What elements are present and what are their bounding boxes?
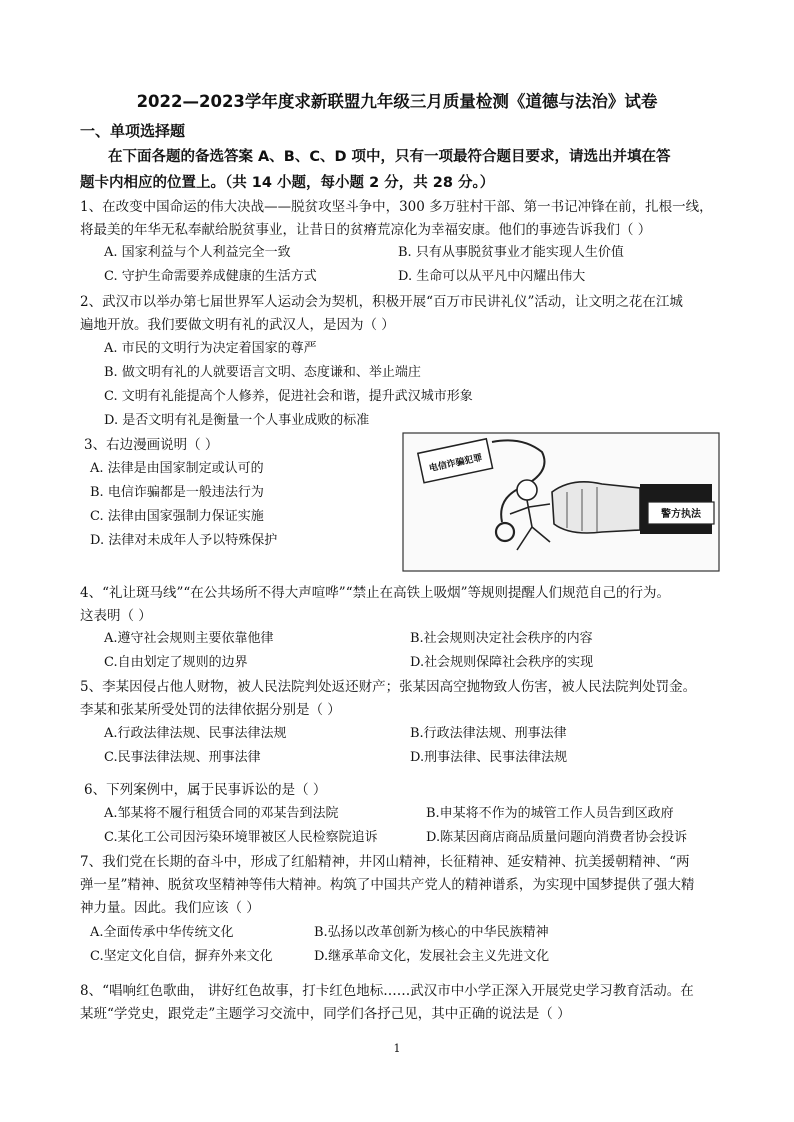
q8-stem-2: 某班“学党史，跟党走”主题学习交流中，同学们各抒己见，其中正确的说法是（ ）	[80, 1006, 571, 1022]
q7-option-b: B.弘扬以改革创新为核心的中华民族精神	[314, 925, 549, 940]
q1-option-a: A. 国家利益与个人利益完全一致	[104, 245, 291, 260]
q1-stem-2: 将最美的年华无私奉献给脱贫事业，让昔日的贫瘠荒凉化为幸福安康。他们的事迹告诉我们（ ）	[80, 222, 652, 238]
q1-option-d: D. 生命可以从平凡中闪耀出伟大	[398, 269, 586, 284]
q5-option-b: B.行政法律法规、刑事法律	[410, 726, 567, 741]
q5-option-d: D.刑事法律、民事法律法规	[410, 750, 568, 765]
q7-stem-2: 弹一星”精神、脱贫攻坚精神等伟大精神。构筑了中国共产党人的精神谱系，为实现中国梦提供了强大精	[80, 877, 695, 893]
q1-option-c: C. 守护生命需要养成健康的生活方式	[104, 269, 317, 284]
q6-option-b: B.申某将不作为的城管工作人员告到区政府	[426, 806, 674, 821]
q8-stem-1: 8、“唱响红色歌曲， 讲好红色故事，打卡红色地标……武汉市中小学正深入开展党史学习教育活动。在	[80, 983, 694, 999]
q6-stem: 6、下列案例中，属于民事诉讼的是（ ）	[84, 782, 327, 798]
q3-option-b: B. 电信诈骗都是一般违法行为	[90, 485, 264, 500]
q7-option-c: C.坚定文化自信，摒弃外来文化	[90, 949, 273, 964]
q1-stem-1: 1、在改变中国命运的伟大决战——脱贫攻坚斗争中，300 多万驻村干部、第一书记冲锋在前，扎根一线，	[80, 199, 713, 215]
q2-option-b: B. 做文明有礼的人就要语言文明、态度谦和、举止端庄	[104, 365, 421, 380]
q7-stem-3: 神力量。因此。我们应该（ ）	[80, 900, 260, 916]
q5-option-a: A.行政法律法规、民事法律法规	[104, 726, 287, 741]
q4-option-a: A.遵守社会规则主要依靠他律	[104, 631, 274, 646]
q2-option-a: A. 市民的文明行为决定着国家的尊严	[104, 341, 317, 356]
page-number: 1	[393, 1042, 401, 1055]
section-heading: 一、单项选择题	[80, 122, 186, 140]
q6-option-d: D.陈某因商店商品质量问题向消费者协会投诉	[426, 830, 688, 845]
q2-stem-2: 遍地开放。我们要做文明有礼的武汉人，是因为（ ）	[80, 317, 395, 333]
q7-option-d: D.继承革命文化，发展社会主义先进文化	[314, 949, 550, 964]
q2-option-d: D. 是否文明有礼是衡量一个人事业成败的标准	[104, 413, 370, 428]
cartoon-label-left: 电信诈骗犯罪	[428, 453, 484, 475]
cartoon-label-right: 警方执法	[661, 509, 701, 520]
q3-option-c: C. 法律由国家强制力保证实施	[90, 509, 264, 524]
q3-option-d: D. 法律对未成年人予以特殊保护	[90, 533, 278, 548]
q6-option-c: C.某化工公司因污染环境罪被区人民检察院追诉	[104, 830, 378, 845]
q6-option-a: A.邹某将不履行租赁合同的邓某告到法院	[104, 806, 339, 821]
q3-option-a: A. 法律是由国家制定或认可的	[90, 461, 264, 476]
q4-option-c: C.自由划定了规则的边界	[104, 655, 248, 670]
exam-title: 2022—2023学年度求新联盟九年级三月质量检测《道德与法治》试卷	[136, 92, 658, 111]
law-enforcement-cartoon-image	[402, 432, 720, 572]
q7-option-a: A.全面传承中华传统文化	[90, 925, 234, 940]
q5-stem-1: 5、李某因侵占他人财物，被人民法院判处返还财产；张某因高空抛物致人伤害，被人民法院判处罚金。	[80, 679, 697, 695]
q5-option-c: C.民事法律法规、刑事法律	[104, 750, 261, 765]
q1-option-b: B. 只有从事脱贫事业才能实现人生价值	[398, 245, 624, 260]
q2-option-c: C. 文明有礼能提高个人修养，促进社会和谐，提升武汉城市形象	[104, 389, 473, 404]
q4-option-b: B.社会规则决定社会秩序的内容	[410, 631, 593, 646]
q4-option-d: D.社会规则保障社会秩序的实现	[410, 655, 594, 670]
q4-stem-1: 4、“礼让斑马线”“在公共场所不得大声喧哗”“禁止在高铁上吸烟”等规则提醒人们规范自己的行为。	[80, 585, 670, 601]
q7-stem-1: 7、我们党在长期的奋斗中，形成了红船精神，井冈山精神，长征精神、延安精神、抗美援朝精神、“两	[80, 854, 690, 870]
q3-stem: 3、右边漫画说明（ ）	[84, 437, 219, 453]
instruction-line-1: 在下面各题的备选答案 A、B、C、D 项中，只有一项最符合题目要求，请选出并填在答	[108, 149, 671, 165]
q4-stem-2: 这表明（ ）	[80, 608, 152, 624]
q5-stem-2: 李某和张某所受处罚的法律依据分别是（ ）	[80, 702, 341, 718]
q2-stem-1: 2、武汉市以举办第七届世界军人运动会为契机，积极开展“百万市民讲礼仪”活动，让文明之花在江城	[80, 294, 683, 310]
instruction-line-2: 题卡内相应的位置上。（共 14 小题，每小题 2 分，共 28 分。）	[80, 175, 495, 191]
